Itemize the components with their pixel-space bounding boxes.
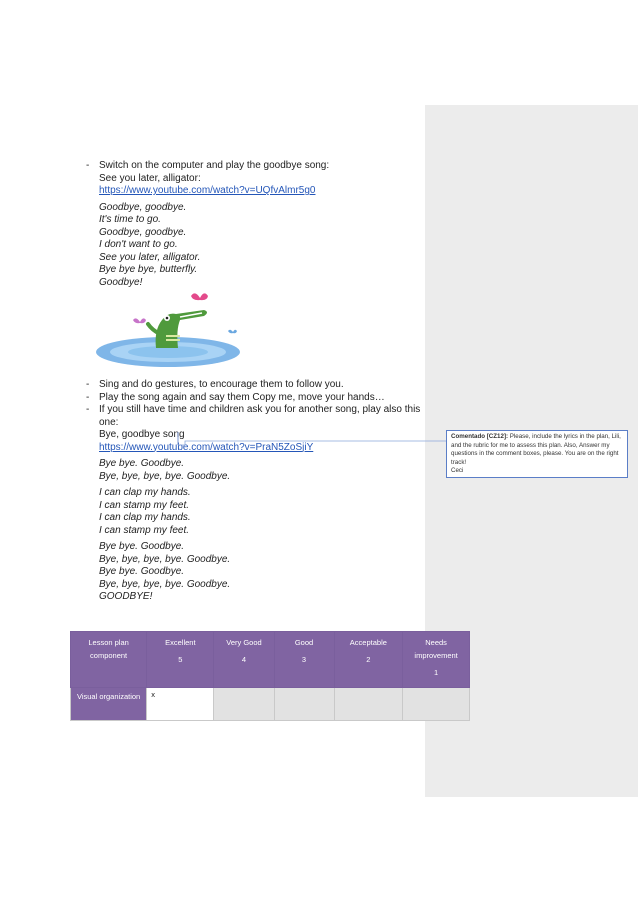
lyric-line: Goodbye, goodbye. (99, 201, 187, 213)
rubric-header-cell: Acceptable 2 (334, 632, 403, 688)
comment-author: Comentado [CZ12]: (451, 433, 509, 440)
bullet-dash: - (86, 379, 90, 390)
rubric-header-cell: Needs improvement 1 (403, 632, 470, 688)
comment-signature: Ceci (451, 467, 464, 475)
rubric-score-cell[interactable] (334, 688, 403, 721)
rubric-header-cell: Excellent 5 (147, 632, 214, 688)
song-title: See you later, alligator: (99, 172, 201, 184)
lyric-line: It's time to go. (99, 214, 161, 225)
rubric-row-visual-organization (71, 688, 470, 721)
rubric-score-cell[interactable] (403, 688, 470, 721)
comment-text: Please, include the lyrics in the plan, Lili, and the rubric for me to assess this plan. Also, Answer my questions in the comment boxes, please. You are on the right track! (451, 433, 621, 466)
rubric-score-cell[interactable]: x (147, 688, 214, 721)
bullet-dash: - (86, 391, 90, 403)
bullet-text: Switch on the computer and play the goodbye song: (99, 160, 330, 171)
rubric-header-cell: Lesson plan component (71, 632, 147, 688)
lyric-line: Bye bye. Goodbye. (99, 566, 185, 577)
rubric-score-cell[interactable] (274, 688, 334, 721)
rubric-header-cell: Very Good 4 (214, 632, 274, 688)
lyric-line: Goodbye, goodbye. (99, 226, 187, 238)
bullet-text: Sing and do gestures, to encourage them to follow you. (99, 379, 344, 390)
youtube-link-1[interactable]: https://www.youtube.com/watch?v=UQfvAlmr5g0 (99, 185, 316, 196)
lyric-line: I can stamp my feet. (99, 524, 190, 536)
bullet-dash: - (86, 404, 90, 415)
lyric-line: Bye, bye, bye, bye. Goodbye. (99, 578, 231, 590)
rubric-header-cell: Good 3 (274, 632, 334, 688)
rubric-score-cell[interactable] (214, 688, 274, 721)
rubric-table (70, 631, 470, 721)
bullet-text: Play the song again and say them Copy me, move your hands… (99, 391, 385, 403)
lyric-line: Bye, bye, bye, bye. Goodbye. (99, 470, 231, 482)
lyric-line: Bye, bye, bye, bye. Goodbye. (99, 553, 231, 565)
lyric-line: I can stamp my feet. (99, 499, 190, 511)
lyric-line: I don't want to go. (99, 239, 178, 250)
bullet-dash: - (86, 160, 90, 171)
lyric-line: Bye bye bye, butterfly. (99, 264, 198, 275)
lyric-line: Bye bye. Goodbye. (99, 541, 185, 552)
song-title-2: Bye, goodbye song (99, 429, 185, 440)
lyric-line: See you later, alligator. (99, 251, 201, 263)
lyric-line: I can clap my hands. (99, 512, 191, 523)
lyric-line: I can clap my hands. (99, 487, 191, 498)
lyric-line: Goodbye! (99, 276, 143, 288)
review-comment[interactable] (446, 430, 628, 478)
youtube-link-2[interactable]: https://www.youtube.com/watch?v=PraN5ZoSjiY (99, 441, 314, 453)
rubric-header-row (71, 632, 470, 688)
bullet-text: If you still have time and children ask you for another song, play also this one: (99, 404, 421, 428)
rubric-row-label: Visual organization (71, 688, 147, 721)
lyric-line: GOODBYE! (99, 591, 153, 602)
lyric-line: Bye bye. Goodbye. (99, 458, 185, 469)
